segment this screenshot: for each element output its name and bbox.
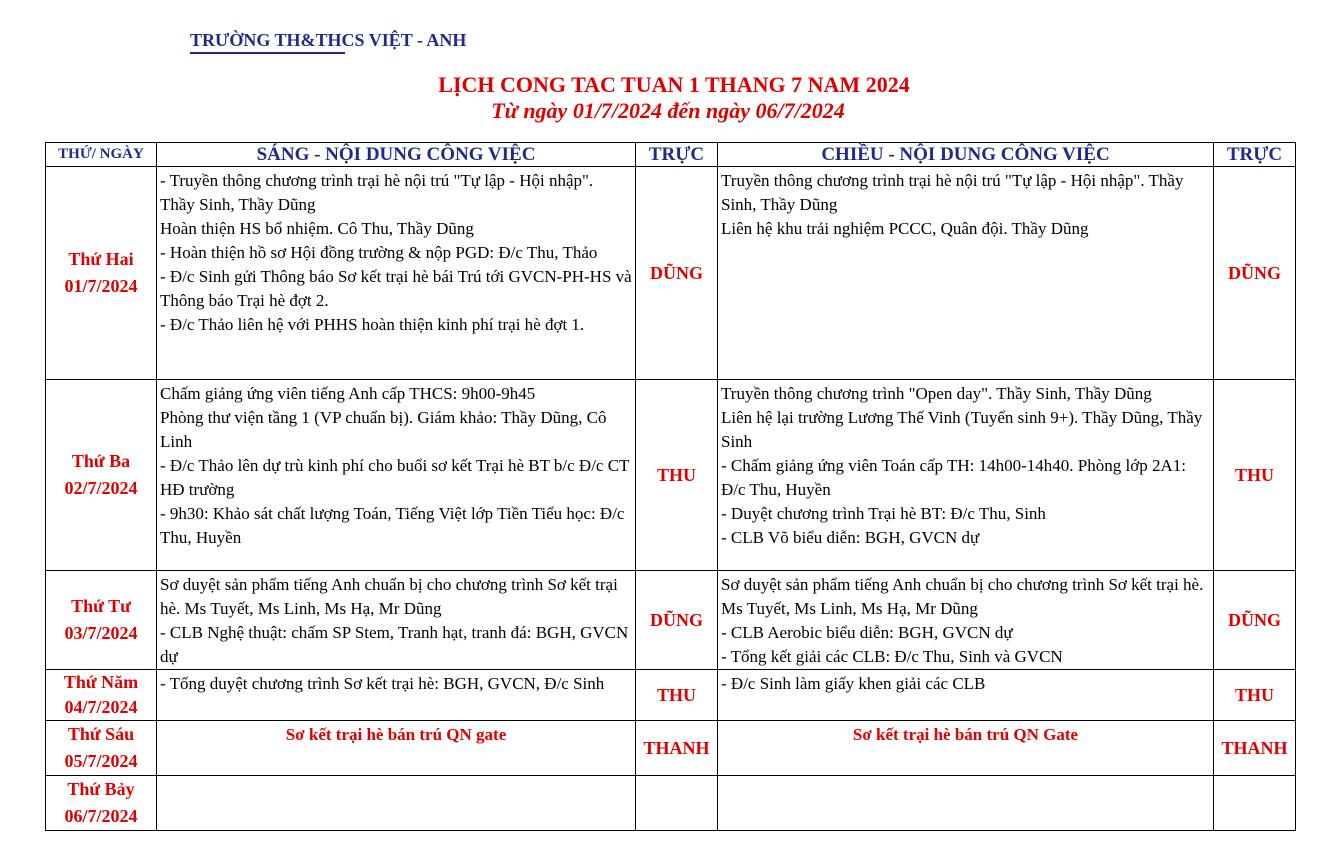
- header-duty-afternoon: TRỰC: [1214, 143, 1296, 167]
- task-line: - 9h30: Khảo sát chất lượng Toán, Tiếng Việt lớp Tiền Tiểu học: Đ/c Thu, Huyền: [160, 504, 625, 547]
- duty-morning-cell: DŨNG: [636, 167, 718, 380]
- morning-cell: [157, 776, 636, 831]
- day-date: 03/7/2024: [64, 623, 138, 643]
- duty-morning-cell: THU: [636, 380, 718, 571]
- morning-cell: [157, 571, 636, 670]
- task-line: - Đ/c Thảo liên hệ với PHHS hoàn thiện kinh phí trại hè đợt 1.: [160, 315, 585, 334]
- task-line: Sơ duyệt sản phẩm tiếng Anh chuẩn bị cho chương trình Sơ kết trại hè. Ms Tuyết, Ms Linh, Ms Hạ, Mr Dũng: [721, 575, 1204, 618]
- task-line: - Truyền thông chương trình trại hè nội trú "Tự lập - Hội nhập". Thầy Sinh, Thầy Dũng: [160, 171, 594, 214]
- school-name: TRƯỜNG TH&THCS VIỆT - ANH: [190, 30, 467, 50]
- task-line: - CLB Võ biểu diễn: BGH, GVCN dự: [721, 528, 980, 547]
- table-row: [46, 776, 1296, 831]
- task-line: Truyền thông chương trình "Open day". Thầy Sinh, Thầy Dũng: [721, 384, 1152, 403]
- table-row: [46, 721, 1296, 776]
- day-cell: [46, 776, 157, 831]
- afternoon-cell: [718, 380, 1214, 571]
- day-name: Thứ Ba: [71, 451, 131, 471]
- table-row: [46, 167, 1296, 380]
- afternoon-cell: Sơ kết trại hè bán trú QN Gate: [718, 721, 1214, 776]
- day-cell: [46, 380, 157, 571]
- day-date: 05/7/2024: [64, 751, 138, 771]
- schedule-title: LỊCH CONG TAC TUAN 1 THANG 7 NAM 2024: [438, 72, 910, 97]
- task-line: Chấm giảng ứng viên tiếng Anh cấp THCS: 9h00-9h45: [160, 384, 536, 403]
- schedule-date-range: Từ ngày 01/7/2024 đến ngày 06/7/2024: [491, 98, 845, 123]
- duty-morning-cell: THANH: [636, 721, 718, 776]
- task-line: Liên hệ lại trường Lương Thế Vinh (Tuyển sinh 9+). Thầy Dũng, Thầy Sinh: [721, 408, 1203, 451]
- duty-afternoon-cell: [1214, 776, 1296, 831]
- duty-morning-cell: [636, 776, 718, 831]
- task-line: Sơ duyệt sản phẩm tiếng Anh chuẩn bị cho chương trình Sơ kết trại hè. Ms Tuyết, Ms Linh, Ms Hạ, Mr Dũng: [160, 575, 618, 618]
- morning-cell: [157, 670, 636, 721]
- morning-cell: [157, 167, 636, 380]
- task-line: - Đ/c Sinh gửi Thông báo Sơ kết trại hè bái Trú tới GVCN-PH-HS và Thông báo Trại hè đợt 2.: [160, 267, 632, 310]
- task-line: Phòng thư viện tầng 1 (VP chuẩn bị). Giám khảo: Thầy Dũng, Cô Linh: [160, 408, 607, 451]
- school-underline: [190, 52, 345, 54]
- afternoon-cell: [718, 167, 1214, 380]
- duty-afternoon-cell: THU: [1214, 380, 1296, 571]
- day-cell: [46, 670, 157, 721]
- day-name: Thứ Tư: [71, 596, 131, 616]
- task-line: - CLB Aerobic biểu diễn: BGH, GVCN dự: [721, 623, 1013, 642]
- day-name: Thứ Năm: [63, 672, 139, 692]
- duty-afternoon-cell: THANH: [1214, 721, 1296, 776]
- task-line: Hoàn thiện HS bổ nhiệm. Cô Thu, Thầy Dũng: [160, 219, 474, 238]
- duty-morning-cell: DŨNG: [636, 571, 718, 670]
- day-cell: [46, 167, 157, 380]
- header-duty-morning: TRỰC: [636, 143, 718, 167]
- day-date: 01/7/2024: [64, 276, 138, 296]
- task-line: - Chấm giảng ứng viên Toán cấp TH: 14h00-14h40. Phòng lớp 2A1: Đ/c Thu, Huyền: [721, 456, 1186, 499]
- task-line: Liên hệ khu trải nghiệm PCCC, Quân đội. Thầy Dũng: [721, 219, 1089, 238]
- day-date: 02/7/2024: [64, 478, 138, 498]
- task-line: - Duyệt chương trình Trại hè BT: Đ/c Thu, Sinh: [721, 504, 1046, 523]
- morning-cell: [157, 380, 636, 571]
- afternoon-cell: [718, 670, 1214, 721]
- duty-afternoon-cell: DŨNG: [1214, 571, 1296, 670]
- day-name: Thứ Bảy: [67, 779, 135, 799]
- day-date: 04/7/2024: [64, 697, 138, 717]
- afternoon-cell: [718, 571, 1214, 670]
- table-row: [46, 571, 1296, 670]
- afternoon-cell: [718, 776, 1214, 831]
- task-line: Truyền thông chương trình trại hè nội trú "Tự lập - Hội nhập". Thầy Sinh, Thầy Dũng: [721, 171, 1184, 214]
- day-cell: [46, 721, 157, 776]
- day-name: Thứ Hai: [68, 249, 134, 269]
- task-line: - Hoàn thiện hồ sơ Hội đồng trường & nộp PGD: Đ/c Thu, Thảo: [160, 243, 598, 262]
- header-afternoon: CHIỀU - NỘI DUNG CÔNG VIỆC: [718, 143, 1214, 167]
- schedule-table: [45, 142, 1296, 831]
- task-line: - Đ/c Thảo lên dự trù kinh phí cho buổi sơ kết Trại hè BT b/c Đ/c CT HĐ trường: [160, 456, 630, 499]
- duty-afternoon-cell: THU: [1214, 670, 1296, 721]
- table-row: [46, 670, 1296, 721]
- header-row: [46, 143, 1296, 167]
- day-name: Thứ Sáu: [67, 724, 135, 744]
- task-line: - Tổng duyệt chương trình Sơ kết trại hè: BGH, GVCN, Đ/c Sinh: [160, 674, 605, 693]
- task-line: - CLB Nghệ thuật: chấm SP Stem, Tranh hạt, tranh đá: BGH, GVCN dự: [160, 623, 629, 666]
- day-date: 06/7/2024: [64, 806, 138, 826]
- morning-cell: Sơ kết trại hè bán trú QN gate: [157, 721, 636, 776]
- header-day: THỨ/ NGÀY: [46, 143, 157, 167]
- table-row: [46, 380, 1296, 571]
- duty-morning-cell: THU: [636, 670, 718, 721]
- task-line: - Đ/c Sinh làm giấy khen giải các CLB: [721, 674, 986, 693]
- day-cell: [46, 571, 157, 670]
- task-line: - Tổng kết giải các CLB: Đ/c Thu, Sinh và GVCN: [721, 647, 1063, 666]
- header-morning: SÁNG - NỘI DUNG CÔNG VIỆC: [157, 143, 636, 167]
- duty-afternoon-cell: DŨNG: [1214, 167, 1296, 380]
